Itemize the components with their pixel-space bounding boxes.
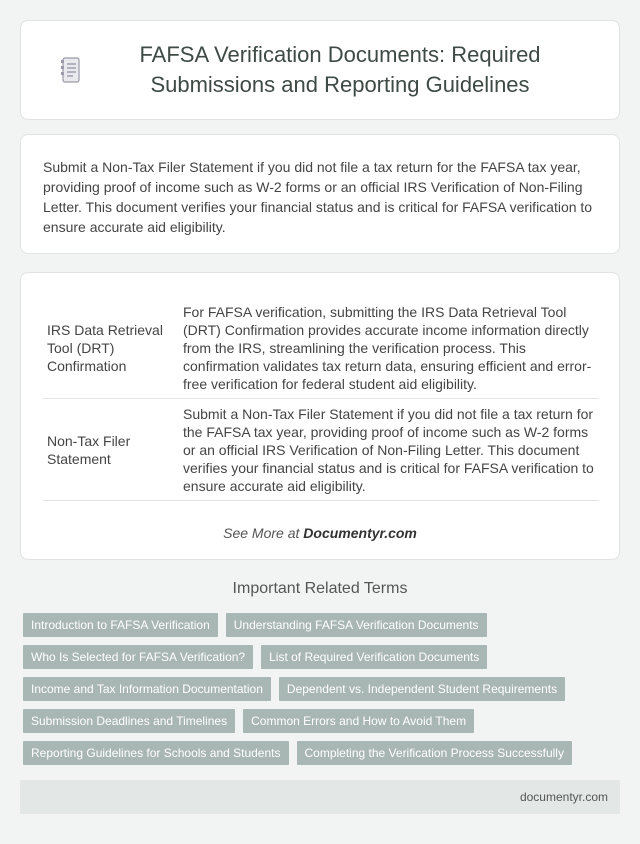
related-terms-tags (23, 613, 623, 773)
related-term-tag[interactable]: Income and Tax Information Documentation (23, 677, 271, 701)
related-term-tag[interactable]: Submission Deadlines and Timelines (23, 709, 235, 733)
tag-row (23, 741, 623, 765)
page-title: FAFSA Verification Documents: Required Submissions and Reporting Guidelines (139, 42, 541, 97)
table-cell-description: For FAFSA verification, submitting the IRS Data Retrieval Tool (DRT) Confirmation provides accurate income information directly from the IRS, streamlining the verification process. This confirmation validates tax return data, ensuring efficient and error-free verification for federal student aid eligibility. (173, 297, 599, 399)
related-term-tag[interactable]: Dependent vs. Independent Student Requirements (279, 677, 565, 701)
tag-row (23, 613, 623, 637)
related-term-tag[interactable]: Reporting Guidelines for Schools and Students (23, 741, 289, 765)
tag-row (23, 645, 623, 669)
summary-card (20, 134, 620, 254)
tag-row (23, 677, 623, 701)
related-terms-heading: Important Related Terms (232, 580, 408, 597)
document-icon (60, 57, 82, 83)
related-term-tag[interactable]: List of Required Verification Documents (261, 645, 487, 669)
table-cell-term: Non-Tax Filer Statement (43, 399, 173, 501)
see-more-prefix: See More at (223, 525, 300, 541)
table-cell-term: IRS Data Retrieval Tool (DRT) Confirmation (43, 297, 173, 399)
related-term-tag[interactable]: Introduction to FAFSA Verification (23, 613, 218, 637)
title-card (20, 20, 620, 120)
table-row (43, 297, 599, 399)
footer-site-link[interactable]: documentyr.com (519, 790, 608, 804)
table-row (43, 399, 599, 501)
terms-table (43, 297, 599, 501)
tag-row (23, 709, 623, 733)
see-more (43, 525, 597, 541)
related-term-tag[interactable]: Common Errors and How to Avoid Them (243, 709, 474, 733)
footer (20, 780, 620, 814)
see-more-link[interactable]: Documentyr.com (303, 525, 417, 541)
related-term-tag[interactable]: Who Is Selected for FAFSA Verification? (23, 645, 253, 669)
title-wrap (60, 40, 580, 100)
related-term-tag[interactable]: Completing the Verification Process Successfully (297, 741, 572, 765)
table-cell-description: Submit a Non-Tax Filer Statement if you did not file a tax return for the FAFSA tax year, providing proof of income such as W-2 forms or an official IRS Verification of Non-Filing Letter. This document verifies your financial status and is critical for FAFSA verification to ensure accurate aid eligibility. (173, 399, 599, 501)
summary-text: Submit a Non-Tax Filer Statement if you did not file a tax return for the FAFSA tax year, providing proof of income such as W-2 forms or an official IRS Verification of Non-Filing Letter. This document verifies your financial status and is critical for FAFSA verification to ensure accurate aid eligibility. (43, 159, 593, 235)
terms-table-card (20, 272, 620, 560)
related-term-tag[interactable]: Understanding FAFSA Verification Documents (226, 613, 487, 637)
